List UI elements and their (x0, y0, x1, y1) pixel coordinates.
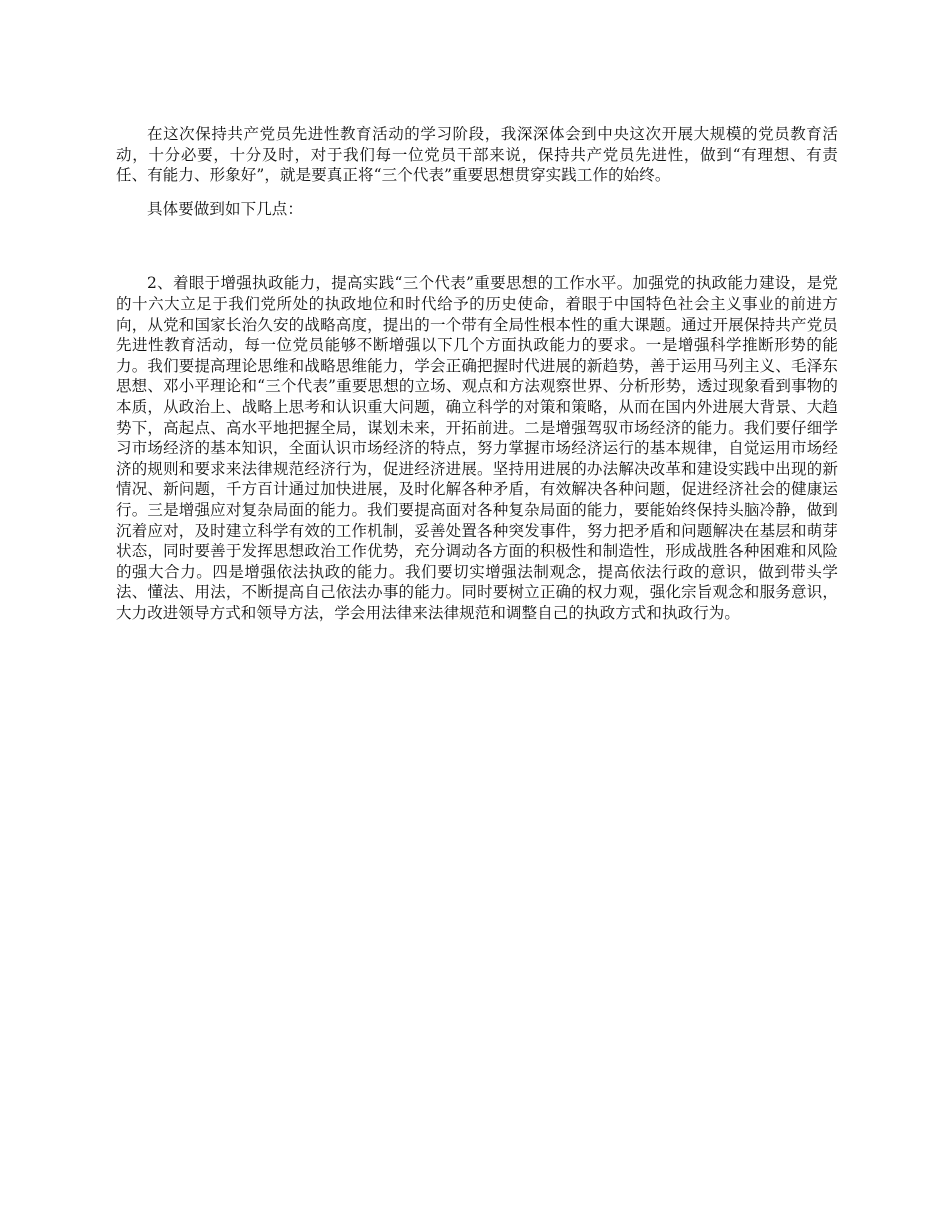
paragraph-points-lead: 具体要做到如下几点： (147, 199, 304, 218)
paragraph-point-2: 2、着眼于增强执政能力，提高实践“三个代表”重要思想的工作水平。加强党的执政能力建设，是党的十六大立足于我们党所处的执政地位和时代给予的历史使命，着眼于中国特色社会主义事业的前进方向，从党和国家长治久安的战略高度，提出的一个带有全局性根本性的重大课题。通过开展保持共产党员先进性教育活动，每一位党员能够不断增强以下几个方面执政能力的要求。一是增强科学推断形势的能力。我们要提高理论思维和战略思维能力，学会正确把握时代进展的新趋势，善于运用马列主义、毛泽东思想、邓小平理论和“三个代表”重要思想的立场、观点和方法观察世界、分析形势，透过现象看到事物的本质，从政治上、战略上思考和认识重大问题，确立科学的对策和策略，从而在国内外进展大背景、大趋势下，高起点、高水平地把握全局，谋划未来，开拓前进。二是增强驾驭市场经济的能力。我们要仔细学习市场经济的基本知识，全面认识市场经济的特点，努力掌握市场经济运行的基本规律，自觉运用市场经济的规则和要求来法律规范经济行为，促进经济进展。坚持用进展的办法解决改革和建设实践中出现的新情况、新问题，千方百计通过加快进展，及时化解各种矛盾，有效解决各种问题，促进经济社会的健康运行。三是增强应对复杂局面的能力。我们要提高面对各种复杂局面的能力，要能始终保持头脑冷静，做到沉着应对，及时建立科学有效的工作机制，妥善处置各种突发事件，努力把矛盾和问题解决在基层和萌芽状态，同时要善于发挥思想政治工作优势，充分调动各方面的积极性和制造性，形成战胜各种困难和风险的强大合力。四是增强依法执政的能力。我们要切实增强法制观念，提高依法行政的意识，做到带头学法、懂法、用法，不断提高自己依法办事的能力。同时要树立正确的权力观，强化宗旨观念和服务意识，大力改进领导方式和领导方法，学会用法律来法律规范和调整自己的执政方式和执政行为。 (116, 274, 838, 622)
paragraph-intro: 在这次保持共产党员先进性教育活动的学习阶段，我深深体会到中央这次开展大规模的党员教育活动，十分必要，十分及时，对于我们每一位党员干部来说，保持共产党员先进性，做到“有理想、有责任、有能力、形象好”，就是要真正将“三个代表”重要思想贯穿实践工作的始终。 (116, 125, 838, 185)
document-body (116, 124, 838, 623)
